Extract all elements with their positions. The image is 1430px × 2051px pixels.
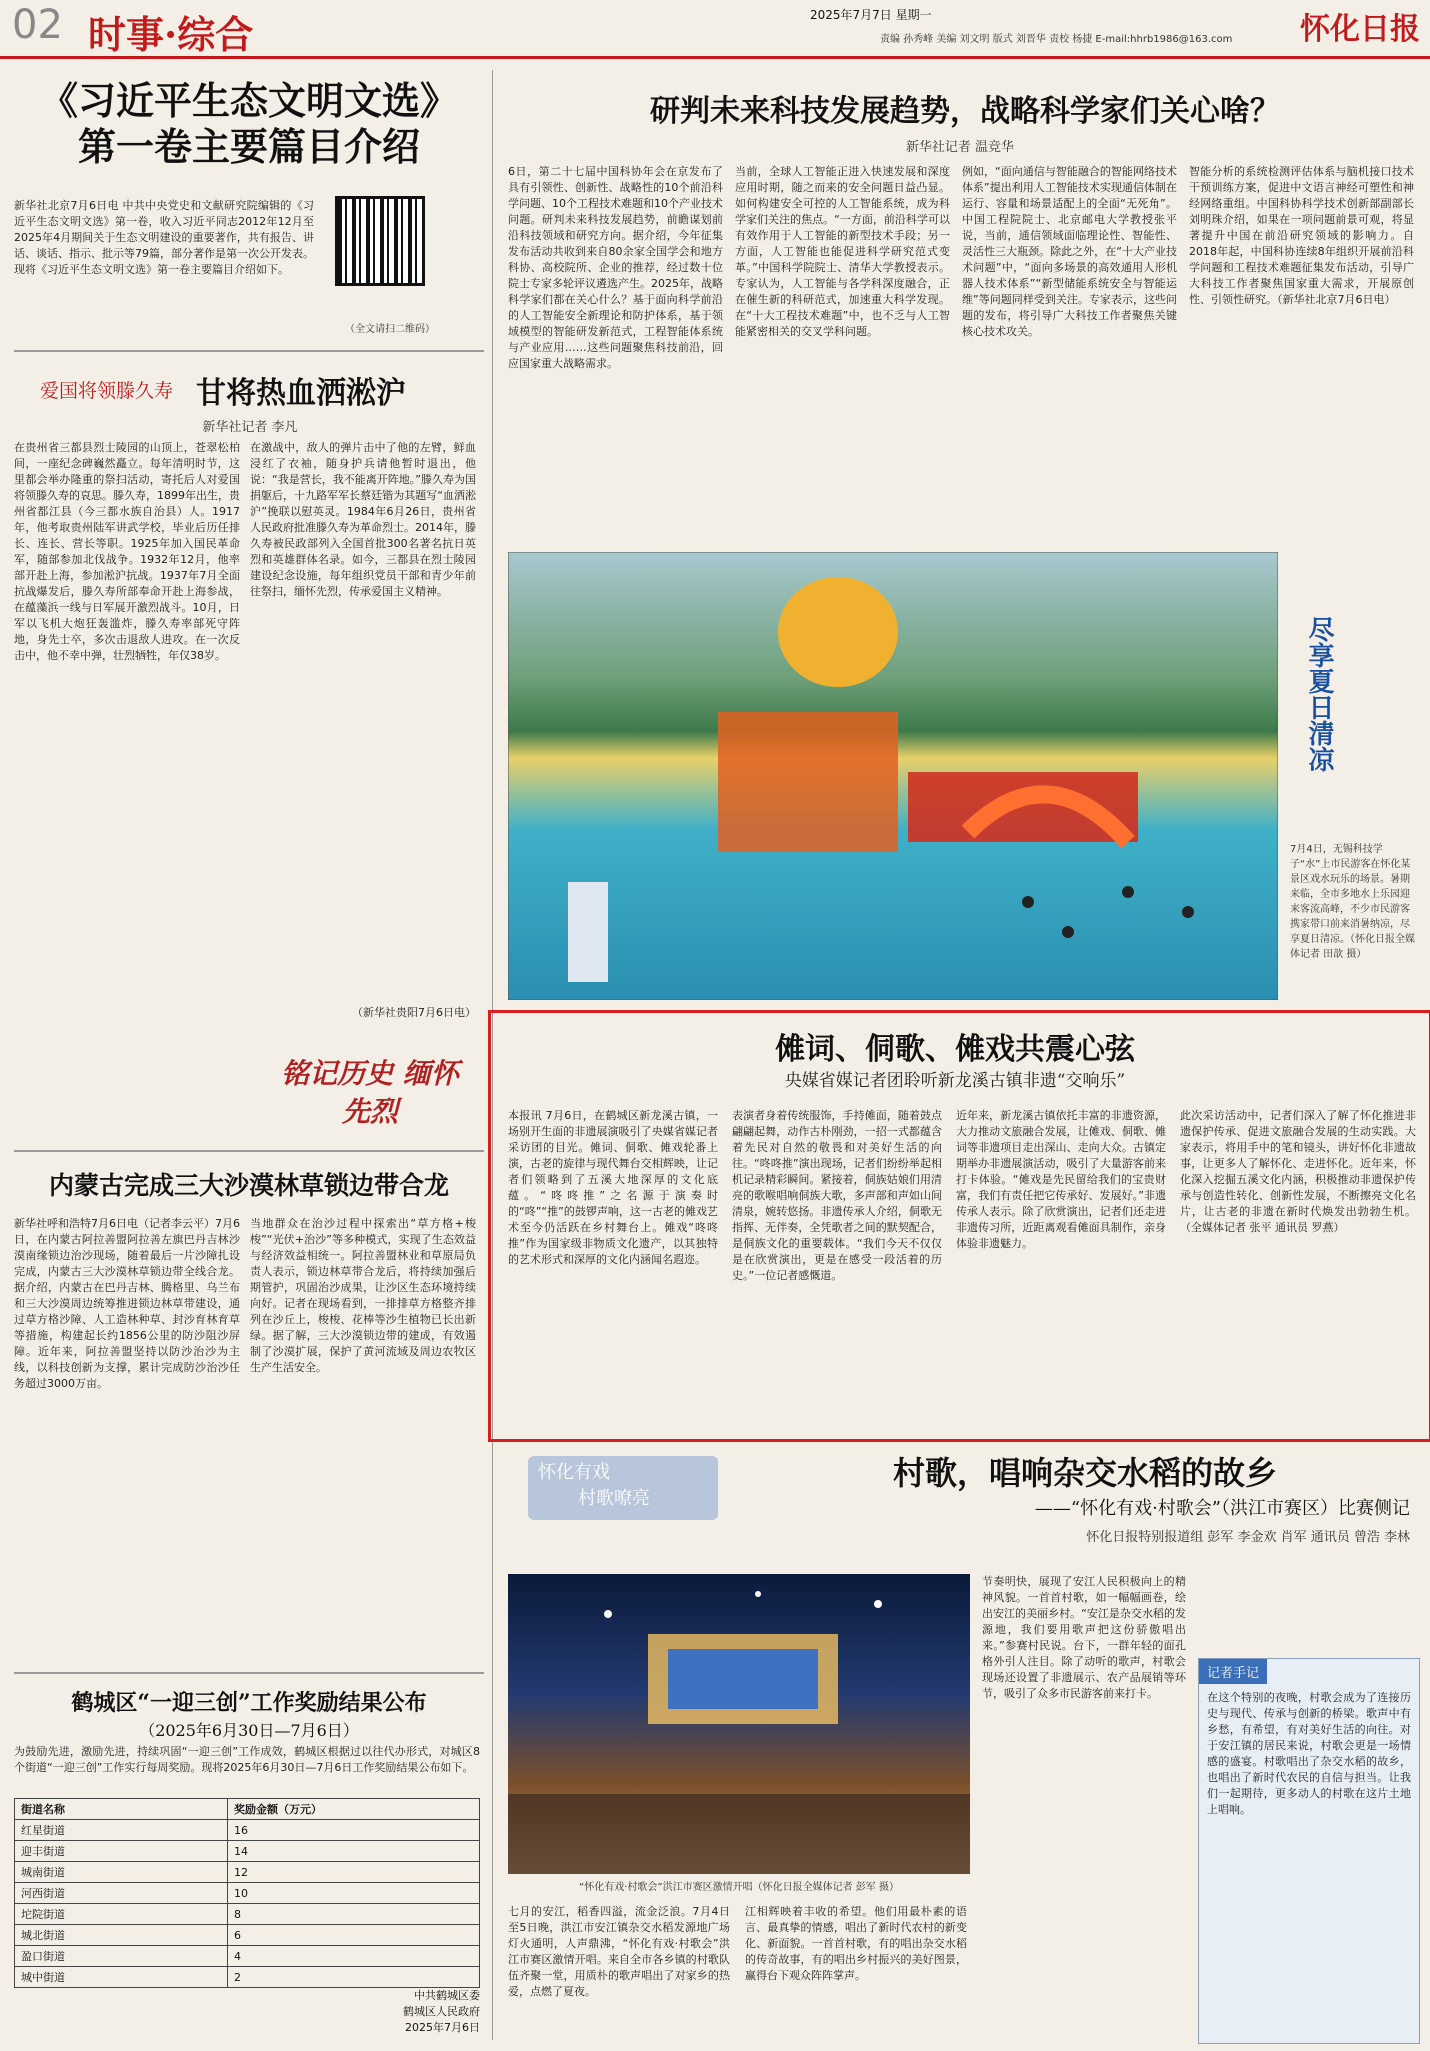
table-row <box>15 1883 480 1904</box>
column-header: 奖励金额（万元） <box>228 1799 480 1820</box>
award-amount-cell: 6 <box>228 1925 480 1946</box>
page-number: 02 <box>12 2 63 48</box>
featured-subtitle: 央媒省媒记者团聆听新龙溪古镇非遗“交响乐” <box>784 1071 1126 1091</box>
eco-title <box>14 78 484 170</box>
remember-history-seal: 铭记历史 缅怀先烈 <box>281 1057 459 1128</box>
award-amount-cell: 14 <box>228 1841 480 1862</box>
street-name-cell: 坨院街道 <box>15 1904 228 1925</box>
qr-code-image[interactable] <box>335 196 425 286</box>
giant-bucket-icon <box>778 577 898 687</box>
street-name-cell: 城南街道 <box>15 1862 228 1883</box>
water-park-illustration <box>508 552 1278 1000</box>
gan-byline: 新华社记者 李凡 <box>202 420 298 435</box>
award-amount-cell: 16 <box>228 1820 480 1841</box>
table-row <box>15 1946 480 1967</box>
inner-mongolia-body-left: 新华社呼和浩特7月6日电（记者李云平）7月6日，在内蒙古阿拉善盟阿拉善左旗巴丹吉林沙漠南缘锁边治沙现场，随着最后一片沙障扎设完成，内蒙古三大沙漠林草锁边带全线合龙。据介绍，内蒙古在巴丹吉林、腾格里、乌兰布和三大沙漠周边统筹推进锁边林草带建设，通过草方格沙障、人工造林种草、封沙育林育草等措施，构建起长约1856公里的防沙阻沙屏障。近年来，阿拉善盟坚持以防沙治沙为主线，以科技创新为支撑，累计完成防沙治沙任务超过3000万亩。 <box>14 1217 240 1390</box>
signature-date: 2025年7月6日 <box>405 2021 480 2034</box>
tech-title: 研判未来科技发展趋势，战略科学家们关心啥？ <box>650 94 1280 129</box>
table-header-row <box>15 1799 480 1820</box>
tech-col3: 例如，“面向通信与智能融合的智能网络技术体系”提出利用人工智能技术实现通信体制在运行、容量和场景适配上的全面“无死角”。中国工程院院士、北京邮电大学教授张平说，当前，通信领域面临理论性、智能性、灵活性三大瓶颈。除此之外，在“十大产业技术问题”中，“面向多场景的高效通用人形机器人技术体系”“新型储能系统安全与智能运维”等问题同样受到关注。专家表示，这些问题的发布，将引导广大科技工作者聚焦关键核心技术攻关。 <box>962 165 1177 338</box>
table-row <box>15 1820 480 1841</box>
award-notice-subtitle: （2025年6月30日—7月6日） <box>139 1721 359 1740</box>
table-row <box>15 1904 480 1925</box>
concert-illustration <box>508 1574 970 1874</box>
paper-logo: 怀化日报 <box>1300 12 1420 47</box>
village-col2: 江相辉映着丰收的希望。他们用最朴素的语言、最真挚的情感，唱出了新时代农村的新变化、新面貌。一首首村歌，有的唱出杂交水稻的传奇故事，有的唱出乡村振兴的美好图景，赢得台下观众阵阵掌声。 <box>745 1905 967 1982</box>
featured-col1: 本报讯 7月6日，在鹤城区新龙溪古镇，一场别开生面的非遗展演吸引了央媒省媒记者采访团的目光。傩词、侗歌、傩戏轮番上演，古老的旋律与现代舞台交相辉映，让记者们领略到了五溪大地深厚的文化底蕴。“咚咚推”之名源于演奏时的“咚”“推”的鼓锣声响，这一古老的傩戏艺术至今仍活跃在乡村舞台上。傩戏“咚咚推”作为国家级非物质文化遗产，以其独特的艺术形式和深厚的文化内涵闻名遐迩。 <box>508 1109 718 1266</box>
issue-date: 2025年7月7日 星期一 <box>810 8 932 22</box>
tech-col2: 当前，全球人工智能正进入快速发展和深度应用时期，随之而来的安全问题日益凸显。如何构建安全可控的人工智能系统，成为科学家们关注的焦点。“一方面，前沿科学可以有效作用于人工智能的新型技术手段；另一方面，人工智能也能促进科学研究范式变革。”中国科学院院士、清华大学教授表示。专家认为，人工智能与各学科深度融合，正在催生新的科研范式，加速重大科学发现。在“十大工程技术难题”中，也不乏与人工智能紧密相关的交叉学科问题。 <box>735 165 950 338</box>
award-signature <box>300 1988 480 2036</box>
tech-byline: 新华社记者 温竞华 <box>905 140 1015 155</box>
table-row <box>15 1862 480 1883</box>
qr-caption: （全文请扫二维码） <box>345 324 435 335</box>
column-header: 街道名称 <box>15 1799 228 1820</box>
village-col3: 节奏明快，展现了安江人民积极向上的精神风貌。一首首村歌，如一幅幅画卷，绘出安江的美丽乡村。“安江是杂交水稻的发源地，我们要用歌声把这份骄傲唱出来。”参赛村民说。台下，一群年轻的面孔格外引人注目。除了动听的歌声，村歌会现场还设置了非遗展示、农产品展销等环节，吸引了众多市民游客前来打卡。 <box>982 1575 1186 1700</box>
gan-kicker: 爱国将领滕久寿 <box>40 380 174 402</box>
village-badge <box>528 1456 718 1520</box>
award-amount-cell: 10 <box>228 1883 480 1904</box>
masthead <box>0 0 1430 59</box>
gan-title: 甘将热血洒淞沪 <box>196 376 406 411</box>
reporter-note-box <box>1198 1658 1420 2044</box>
featured-col2: 表演者身着传统服饰，手持傩面，随着鼓点翩翩起舞，动作古朴刚劲，一招一式都蕴含着先民对自然的敬畏和对美好生活的向往。“咚咚推”演出现场，记者们纷纷举起相机记录精彩瞬间。紧接着，侗族姑娘们用清亮的歌喉唱响侗族大歌，多声部和声如山间清泉，婉转悠扬。非遗传承人介绍，侗歌无指挥、无伴奏，全凭歌者之间的默契配合，是侗族文化的重要载体。“我们今天不仅仅是在欣赏演出，更是在感受一段活着的历史。”一位记者感慨道。 <box>732 1109 942 1282</box>
village-concert-photo[interactable] <box>508 1574 970 1874</box>
featured-col3: 近年来，新龙溪古镇依托丰富的非遗资源，大力推动文旅融合发展，让傩戏、侗歌、傩词等非遗项目走出深山、走向大众。古镇定期举办非遗展演活动，吸引了大量游客前来打卡体验。“傩戏是先民留给我们的宝贵财富，我们有责任把它传承好、发展好。”非遗传承人表示。除了欣赏演出，记者们还走进非遗传习所，近距离观看傩面具制作，亲身体验非遗魅力。 <box>956 1109 1166 1250</box>
section-title: 时事·综合 <box>88 12 254 57</box>
street-name-cell: 城北街道 <box>15 1925 228 1946</box>
eco-title-line2: 第一卷主要篇目介绍 <box>77 124 420 169</box>
village-col1: 七月的安江，稻香四溢，流金泛浪。7月4日至5日晚，洪江市安江镇杂交水稻发源地广场灯火通明，人声鼎沸，“怀化有戏·村歌会”洪江市赛区激情开唱。来自全市各乡镇的村歌队伍齐聚一堂，用质朴的歌声唱出了对家乡的热爱，点燃了夏夜。 <box>508 1905 730 1998</box>
summer-caption: 7月4日，无锡科技学子“水”上市民游客在怀化某景区戏水玩乐的场景。暑期来临，全市多地水上乐园迎来客流高峰，不少市民游客携家带口前来消暑纳凉，尽享夏日清凉。（怀化日报全媒体记者 田歆 摄） <box>1290 844 1415 960</box>
editors-line: 责编 孙秀峰 美编 刘文明 版式 刘晋华 责校 杨捷 E-mail:hhrb1986@163.com <box>880 34 1233 45</box>
award-amount-cell: 4 <box>228 1946 480 1967</box>
village-photo-caption: “怀化有戏·村歌会”洪江市赛区激情开唱（怀化日报全媒体记者 彭军 摄） <box>579 1882 899 1893</box>
eco-body: 新华社北京7月6日电 中共中央党史和文献研究院编辑的《习近平生态文明文选》第一卷，收入习近平同志2012年12月至2025年4月期间关于生态文明建设的重要著作，共有报告、讲话、谈话、指示、批示等79篇，部分著作是第一次公开发表。现将《习近平生态文明文选》第一卷主要篇目介绍如下。 <box>14 199 314 276</box>
inner-mongolia-body-right: 当地群众在治沙过程中探索出“草方格+梭梭”“光伏+治沙”等多种模式，实现了生态效益与经济效益相统一。阿拉善盟林业和草原局负责人表示，锁边林草带合龙后，将持续加强后期管护，巩固治沙成果，让沙区生态环境持续向好。记者在现场看到，一排排草方格整齐排列在沙丘上，梭梭、花棒等沙生植物已长出新绿。据了解，三大沙漠锁边带的建成，有效遏制了沙漠扩展，保护了黄河流域及周边农牧区生产生活安全。 <box>250 1217 476 1374</box>
divider <box>14 1150 484 1152</box>
gan-body-right: 在激战中，敌人的弹片击中了他的左臂，鲜血浸红了衣袖，随身护兵请他暂时退出，他说：“我是营长，我不能离开阵地。”滕久寿为国捐躯后，十九路军军长蔡廷锴为其题写“血洒淞沪”挽联以慰英灵。1984年6月26日，贵州省人民政府批准滕久寿为革命烈士。2014年，滕久寿被民政部列入全国首批300名著名抗日英烈和英雄群体名录。如今，三都县在烈士陵园建设纪念设施，每年组织党员干部和青少年前往祭扫，缅怀先烈，传承爱国主义精神。 <box>250 441 476 598</box>
table-row <box>15 1925 480 1946</box>
water-park-photo[interactable] <box>508 552 1278 1000</box>
village-byline: 怀化日报特别报道组 彭军 李金欢 肖军 通讯员 曾浩 李林 <box>1086 1530 1410 1545</box>
divider <box>14 1672 484 1674</box>
tech-col4: 智能分析的系统检测评估体系与脑机接口技术干预训练方案，促进中文语言神经可塑性和神经网络重组。中国科协科学技术创新部副部长刘明珠介绍，如果在一项问题前景可观，将显著提升中国在前沿研究领域的影响力。自2018年起，中国科协连续8年组织开展前沿科学问题和工程技术难题征集发布活动，引导广大科技工作者聚焦国家重大需求，开展原创性、引领性研究。（新华社北京7月6日电） <box>1189 165 1414 306</box>
award-notice-intro: 为鼓励先进，激励先进，持续巩固“一迎三创”工作成效，鹤城区根据过以往代办形式，对城区8个街道“一迎三创”工作实行每周奖励。现将2025年6月30日—7月6日工作奖励结果公布如下。 <box>14 1745 480 1774</box>
table-row <box>15 1967 480 1988</box>
tech-col1: 6日，第二十七届中国科协年会在京发布了具有引领性、创新性、战略性的10个前沿科学问题、10个工程技术难题和10个产业技术问题。研判未来科技发展趋势，前瞻谋划前沿科技领域和研究方向。据介绍，今年征集发布活动共收到来自80余家全国学会和地方科协、高校院所、企业的推荐，经过数十位院士专家多轮评议遴选产生。2025年，战略科学家们都在关心什么？基于面向科学前沿的人工智能安全新理论和防护体系，基于领域模型的智能研发新范式，工程智能体系统与产业应用……这些问题聚焦科技前沿，回应国家重大战略需求。 <box>508 165 723 370</box>
award-amount-cell: 8 <box>228 1904 480 1925</box>
featured-title: 傩词、侗歌、傩戏共震心弦 <box>775 1032 1135 1067</box>
street-name-cell: 盈口街道 <box>15 1946 228 1967</box>
divider <box>14 350 484 352</box>
gan-body-left: 在贵州省三都县烈士陵园的山顶上，苍翠松柏间，一座纪念碑巍然矗立。每年清明时节，这里都会举办隆重的祭扫活动，寄托后人对爱国将领滕久寿的哀思。滕久寿，1899年出生，贵州省都江县（今三都水族自治县）人。1917年，他考取贵州陆军讲武学校，毕业后历任排长、连长、营长等职。1925年加入国民革命军，随部参加北伐战争。1932年12月，他率部开赴上海，参加淞沪抗战。1937年7月全面抗战爆发后，滕久寿所部奉命开赴上海参战，在蕴藻浜一线与日军展开激烈战斗。10月，日军以飞机大炮狂轰滥炸，滕久寿率部死守阵地，身先士卒，多次击退敌人进攻。在一次反击中，他不幸中弹，壮烈牺牲，年仅38岁。 <box>14 441 240 662</box>
award-table <box>14 1798 480 1988</box>
inner-mongolia-title: 内蒙古完成三大沙漠林草锁边带合龙 <box>48 1171 449 1200</box>
street-name-cell: 红星街道 <box>15 1820 228 1841</box>
award-notice-title: 鹤城区“一迎三创”工作奖励结果公布 <box>71 1690 427 1716</box>
eco-title-line1: 《习近平生态文明文选》 <box>39 78 458 123</box>
featured-col4: 此次采访活动中，记者们深入了解了怀化推进非遗保护传承、促进文旅融合发展的生动实践。大家表示，将用手中的笔和镜头，讲好怀化非遗故事，让更多人了解怀化、走进怀化。近年来，怀化深入挖掘五溪文化内涵，积极推动非遗保护传承与创造性转化、创新性发展，不断擦亮文化名片，让古老的非遗在新时代焕发出勃勃生机。（全媒体记者 张平 通讯员 罗燕） <box>1180 1109 1416 1234</box>
reporter-note-body: 在这个特别的夜晚，村歌会成为了连接历史与现代、传承与创新的桥梁。歌声中有乡愁，有希望，有对美好生活的向往。对于安江镇的居民来说，村歌会更是一场情感的盛宴。村歌唱出了杂交水稻的故乡，也唱出了新时代农民的自信与担当。让我们一起期待，更多动人的村歌在这片土地上唱响。 <box>1207 1691 1411 1816</box>
street-name-cell: 河西街道 <box>15 1883 228 1904</box>
village-title: 村歌，唱响杂交水稻的故乡 <box>892 1454 1277 1492</box>
award-amount-cell: 2 <box>228 1967 480 1988</box>
table-row <box>15 1841 480 1862</box>
reporter-note-label: 记者手记 <box>1199 1659 1267 1684</box>
gan-source: （新华社贵阳7月6日电） <box>352 1006 476 1019</box>
street-name-cell: 迎丰街道 <box>15 1841 228 1862</box>
signature-party: 中共鹤城区委 <box>414 1989 480 2002</box>
badge-line2: 村歌嘹亮 <box>578 1488 650 1509</box>
street-name-cell: 城中街道 <box>15 1967 228 1988</box>
award-amount-cell: 12 <box>228 1862 480 1883</box>
badge-line1: 怀化有戏 <box>538 1462 610 1483</box>
village-subtitle: ——“怀化有戏·村歌会”（洪江市赛区）比赛侧记 <box>1034 1498 1410 1519</box>
signature-government: 鹤城区人民政府 <box>403 2005 480 2018</box>
summer-vertical-title: 尽享夏日清凉 <box>1304 616 1334 772</box>
